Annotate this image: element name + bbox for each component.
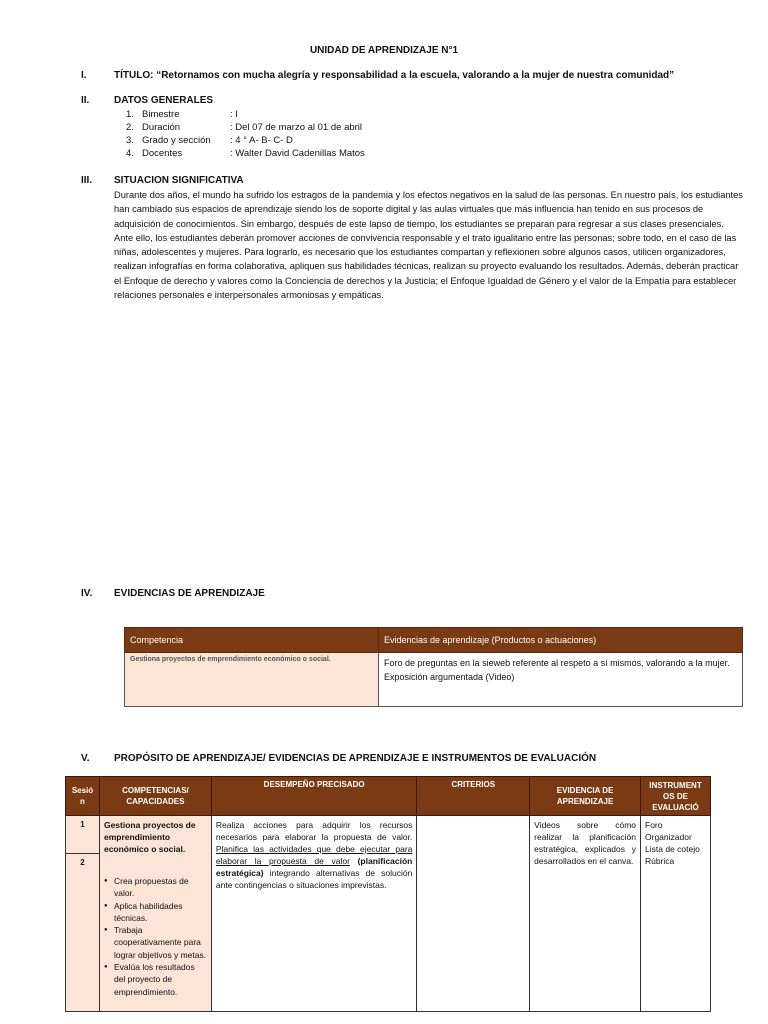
item-key: Bimestre	[142, 109, 180, 120]
item-number: 3.	[126, 135, 134, 146]
list-item: ● Aplica habilidades técnicas.	[104, 900, 207, 925]
table-header-row	[125, 628, 743, 653]
list-item	[126, 134, 365, 147]
list-item	[126, 108, 365, 121]
session-cell: 1	[66, 816, 100, 854]
document-title: UNIDAD DE APRENDIZAJE N°1	[309, 45, 459, 56]
column-header: CRITERIOS	[417, 777, 530, 816]
column-header: EVIDENCIA DE APRENDIZAJE	[530, 777, 641, 816]
item-value: : 4 ° A- B- C- D	[230, 135, 293, 146]
item-key: Grado y sección	[142, 135, 211, 146]
item-number: 1.	[126, 109, 134, 120]
column-header: INSTRUMENT OS DE EVALUACIÓ	[641, 777, 711, 816]
evidence-cell: Videos sobre cómo realizar la planificación estratégica, explicados y desarrollados en el canva.	[530, 816, 641, 1012]
performance-text: (planificación estratégica)	[215, 856, 413, 878]
table-row	[125, 653, 743, 707]
list-item	[126, 147, 365, 160]
section-heading: TÍTULO: “Retornamos con mucha alegría y responsabilidad a la escuela, valorando a la mujer de nuestra comunidad”	[114, 70, 675, 81]
section-heading: SITUACION SIGNIFICATIVA	[114, 175, 244, 186]
section-number: I.	[81, 70, 87, 81]
column-header: COMPETENCIAS/ CAPACIDADES	[99, 777, 211, 816]
instrument-item: Lista de cotejo	[645, 844, 700, 854]
table-row	[66, 816, 711, 854]
instrument-item: Organizador	[645, 832, 692, 842]
evidence-line: Foro de preguntas en la sieweb referente al respeto a sí mismos, valorando a la mujer.	[384, 658, 730, 668]
item-key: Docentes	[142, 148, 183, 159]
evidence-table	[124, 627, 743, 707]
instruments-cell	[641, 816, 711, 1012]
item-number: 2.	[126, 122, 134, 133]
competence-cell: Gestiona proyectos de emprendimiento económico o social.	[125, 653, 379, 707]
list-item: ● Trabaja cooperativamente para lograr objetivos y metas.	[104, 924, 207, 961]
performance-text: Planifica las actividades que debe ejecutar para elaborar la propuesta de valor	[215, 844, 413, 866]
item-number: 4.	[126, 148, 134, 159]
section-number: III.	[81, 175, 93, 186]
column-header: Competencia	[125, 628, 379, 653]
evidence-cell	[379, 653, 743, 707]
item-value: : Del 07 de marzo al 01 de abril	[230, 122, 363, 133]
purpose-table	[65, 776, 711, 1012]
competence-title: Gestiona proyectos de emprendimiento económico o social.	[103, 820, 196, 854]
capacities-list	[104, 875, 207, 998]
competence-cell	[99, 816, 211, 1012]
section-heading: DATOS GENERALES	[114, 95, 214, 106]
section-number: V.	[81, 753, 90, 764]
performance-cell	[211, 816, 417, 1012]
criteria-cell	[417, 816, 530, 1012]
list-item: ● Crea propuestas de valor.	[104, 875, 207, 900]
situation-paragraph: Durante dos años, el mundo ha sufrido los estragos de la pandemia y los efectos negativos en la salud de las personas. En nuestro país, los estudiantes han cambiado sus espacios de aprendizaje siendo los de soporte digital y las aulas virtuales que más influencia han tenido en sus procesos de adquisición de conocimientos. Sin embargo, después de este lapso de tiempo, los estudiantes se preparan para regresar a sus clases presenciales. Ante ello, los estudiantes deberán promover acciones de convivencia responsable y el trato igualitario entre las personas; sobre todo, en el caso de las niñas, adolescentes y mujeres. Para lograrlo, es necesario que los estudiantes compartan y reflexionen sobre algunos casos, utilicen organizadores, realizan infografías en forma colaborativa, apliquen sus habilidades técnicas, realizan su proyecto evaluando los resultados. Además, deberán practicar el Enfoque de derecho y valores como la Conciencia de derechos y la Justicia; el Enfoque Igualdad de Género y el valor de la Empatía para establecer relaciones personales e interpersonales armoniosas y empáticas.	[114, 190, 743, 301]
list-item: ● Evalúa los resultados del proyecto de emprendimiento.	[104, 961, 207, 998]
table-header-row	[66, 777, 711, 816]
item-key: Duración	[142, 122, 181, 133]
performance-text: integrando alternativas de solución ante contingencias o situaciones imprevistas.	[215, 868, 413, 890]
section-number: IV.	[81, 588, 93, 599]
section-number: II.	[81, 95, 90, 106]
evidence-line: Exposición argumentada (Video)	[384, 672, 515, 682]
session-cell: 2	[66, 854, 100, 1012]
instrument-item: Rúbrica	[645, 856, 675, 866]
general-data-list	[126, 108, 365, 160]
list-item	[126, 121, 365, 134]
item-value: : I	[230, 109, 238, 120]
instrument-item: Foro	[645, 820, 663, 830]
section-heading: PROPÓSITO DE APRENDIZAJE/ EVIDENCIAS DE APRENDIZAJE E INSTRUMENTOS DE EVALUACIÓN	[114, 753, 597, 764]
item-value: : Walter David Cadenillas Matos	[230, 148, 365, 159]
column-header: Evidencias de aprendizaje (Productos o actuaciones)	[379, 628, 743, 653]
performance-text: Realiza acciones para adquirir los recursos necesarios para elaborar la propuesta de valor.	[215, 820, 413, 842]
column-header: DESEMPEÑO PRECISADO	[211, 777, 417, 816]
column-header: Sesió n	[66, 777, 100, 816]
section-heading: EVIDENCIAS DE APRENDIZAJE	[114, 588, 265, 599]
